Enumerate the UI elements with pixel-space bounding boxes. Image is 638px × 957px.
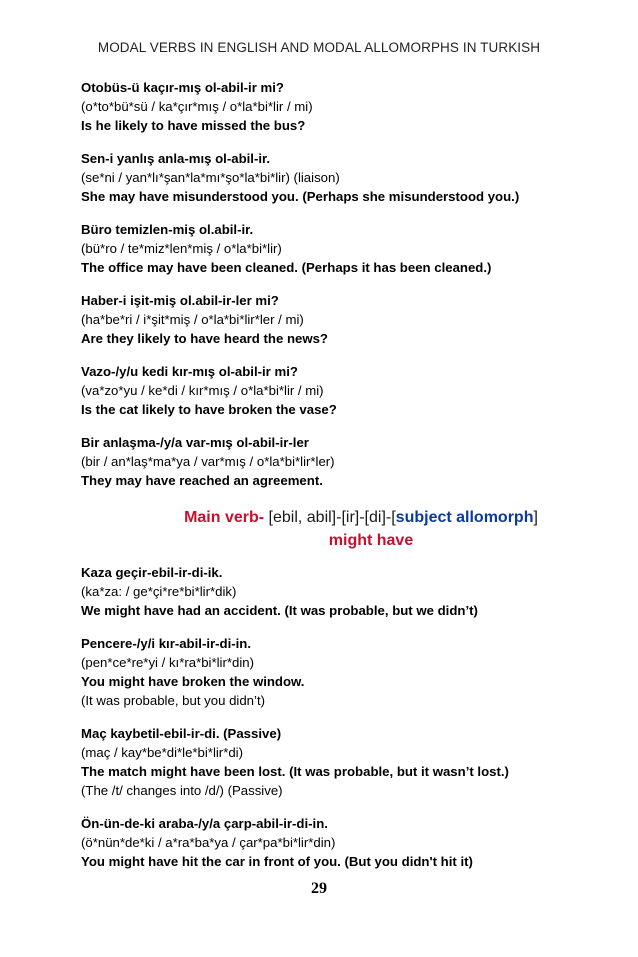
turkish-sentence: Haber-i işit-miş ol.abil-ir-ler mi? xyxy=(81,293,279,308)
heading-main-verb: Main verb- xyxy=(184,509,265,526)
entries-section-1 xyxy=(81,78,621,490)
english-translation: The match might have been lost. (It was probable, but it wasn’t lost.) xyxy=(81,764,509,779)
turkish-sentence: Büro temizlen-miş ol.abil-ir. xyxy=(81,222,254,237)
example-entry xyxy=(81,149,621,206)
english-translation: Is the cat likely to have broken the vase? xyxy=(81,402,337,417)
turkish-sentence: Otobüs-ü kaçır-mış ol-abil-ir mi? xyxy=(81,80,284,95)
heading-bracket: ] xyxy=(533,509,538,526)
pronunciation: (va*zo*yu / ke*di / kır*mış / o*la*bi*lir / mi) xyxy=(81,383,324,398)
english-translation: Are they likely to have heard the news? xyxy=(81,331,328,346)
turkish-sentence: Vazo-/y/u kedi kır-mış ol-abil-ir mi? xyxy=(81,364,298,379)
example-entry xyxy=(81,814,621,871)
turkish-sentence: Ön-ün-de-ki araba-/y/a çarp-abil-ir-di-in. xyxy=(81,816,328,831)
example-entry xyxy=(81,563,621,620)
english-translation: They may have reached an agreement. xyxy=(81,473,323,488)
page-number: 29 xyxy=(311,880,327,897)
turkish-sentence: Pencere-/y/i kır-abil-ir-di-in. xyxy=(81,636,252,651)
heading-suffixes: [ebil, abil]-[ir]-[di]-[ xyxy=(264,509,396,526)
english-translation: You might have broken the window. xyxy=(81,674,305,689)
example-entry xyxy=(81,291,621,348)
section-heading-formula xyxy=(81,507,621,529)
example-entry xyxy=(81,433,621,490)
note: (It was probable, but you didn’t) xyxy=(81,693,265,708)
section-heading xyxy=(81,507,621,552)
pronunciation: (pen*ce*re*yi / kı*ra*bi*lir*din) xyxy=(81,655,254,670)
section-heading-meaning: might have xyxy=(328,532,414,549)
example-entry xyxy=(81,634,621,710)
turkish-sentence: Bir anlaşma-/y/a var-mış ol-abil-ir-ler xyxy=(81,435,309,450)
note: (The /t/ changes into /d/) (Passive) xyxy=(81,783,283,798)
english-translation: The office may have been cleaned. (Perhaps it has been cleaned.) xyxy=(81,260,492,275)
example-entry xyxy=(81,220,621,277)
pronunciation: (ö*nün*de*ki / a*ra*ba*ya / çar*pa*bi*lir*din) xyxy=(81,835,336,850)
english-translation: We might have had an accident. (It was probable, but we didn’t) xyxy=(81,603,478,618)
example-entry xyxy=(81,724,621,800)
turkish-sentence: Sen-i yanlış anla-mış ol-abil-ir. xyxy=(81,151,271,166)
pronunciation: (se*ni / yan*lı*şan*la*mı*şo*la*bi*lir) (liaison) xyxy=(81,170,340,185)
pronunciation: (o*to*bü*sü / ka*çır*mış / o*la*bi*lir / mi) xyxy=(81,99,313,114)
pronunciation: (bir / an*laş*ma*ya / var*mış / o*la*bi*lir*ler) xyxy=(81,454,335,469)
turkish-sentence: Maç kaybetil-ebil-ir-di. (Passive) xyxy=(81,726,282,741)
pronunciation: (bü*ro / te*miz*len*miş / o*la*bi*lir) xyxy=(81,241,282,256)
turkish-sentence: Kaza geçir-ebil-ir-di-ik. xyxy=(81,565,223,580)
page-header: MODAL VERBS IN ENGLISH AND MODAL ALLOMORPHS IN TURKISH xyxy=(97,40,541,55)
heading-subject-allomorph: subject allomorph xyxy=(395,509,534,526)
entries-section-2 xyxy=(81,563,621,871)
pronunciation: (ka*za: / ge*çi*re*bi*lir*dik) xyxy=(81,584,237,599)
example-entry xyxy=(81,362,621,419)
pronunciation: (ha*be*ri / i*şit*miş / o*la*bi*lir*ler / mi) xyxy=(81,312,304,327)
english-translation: Is he likely to have missed the bus? xyxy=(81,118,306,133)
english-translation: She may have misunderstood you. (Perhaps she misunderstood you.) xyxy=(81,189,520,204)
english-translation: You might have hit the car in front of you. (But you didn't hit it) xyxy=(81,854,473,869)
example-entry xyxy=(81,78,621,135)
pronunciation: (maç / kay*be*di*le*bi*lir*di) xyxy=(81,745,243,760)
